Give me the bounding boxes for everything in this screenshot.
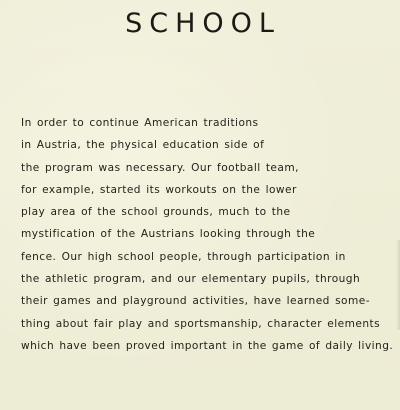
page-edge-shadow [396,240,400,330]
paragraph-line: mystification of the Austrians looking through the [21,228,316,241]
paragraph-line: the athletic program, and our elementary pupils, through [21,273,361,286]
page-title: SCHOOL [125,8,281,39]
body-paragraph [21,112,396,357]
paragraph-line: which have been proved important in the game of daily living. [21,339,394,352]
paragraph-line: thing about fair play and sportsmanship, character elements [21,317,381,330]
paragraph-line: In order to continue American traditions [21,117,259,129]
paragraph-line: play area of the school grounds, much to the [21,206,291,219]
paragraph-line: their games and playground activities, have learned some- [21,295,370,308]
paragraph-line: the program was necessary. Our football team, [21,161,299,174]
paragraph-line: in Austria, the physical education side of [21,139,265,152]
paragraph-line: for example, started its workouts on the lower [21,183,297,196]
paragraph-line: fence. Our high school people, through participation in [21,250,346,263]
